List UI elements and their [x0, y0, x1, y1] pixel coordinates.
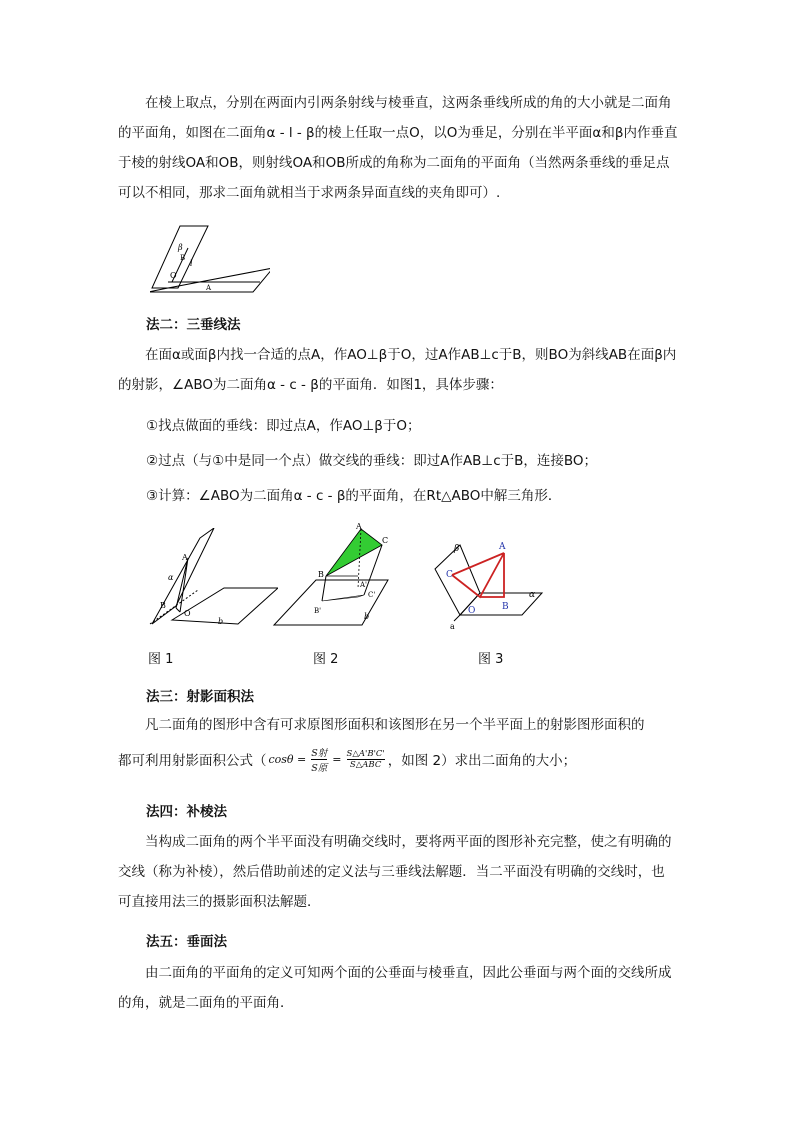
method3-text-2b: ，如图 2）求出二面角的大小；: [387, 753, 577, 769]
figure-2: [272, 523, 392, 628]
fig0-label-l: l: [190, 259, 193, 268]
fig2-label-b: B: [318, 570, 324, 579]
figure-3: [432, 535, 552, 630]
method2-title: 法二：三垂线法: [146, 317, 241, 333]
fig2-label-b-prime: B': [314, 607, 322, 615]
fig2-label-c-prime: C': [368, 591, 376, 599]
fig0-label-b: B: [180, 254, 186, 262]
fig1-label-plane-b: b: [218, 617, 224, 626]
fig1-label-b: B: [160, 601, 166, 610]
method5-title: 法五：垂面法: [146, 934, 227, 950]
fig1-label-a: A: [182, 553, 188, 562]
fig0-label-o: O: [170, 271, 177, 280]
method4-text: 当构成二面角的两个半平面没有明确交线时，要将两平面的图形补充完整，使之有明确的交线（称为补棱），然后借助前述的定义法与三垂线法解题．当二平面没有明确的交线时，也可直接用法三的摄影面积法解题．: [118, 834, 672, 910]
method3-paragraph: [118, 710, 678, 740]
method2-paragraph: [118, 340, 678, 400]
fig3-label-c: C: [446, 570, 453, 580]
method5-paragraph: [118, 958, 678, 1018]
method2-text: 在面α或面β内找一合适的点A，作AO⊥β于O，过A作AB⊥c于B，则BO为斜线AB在面β内的射影，∠ABO为二面角α - c - β的平面角．如图1，具体步骤：: [118, 347, 677, 393]
formula-fraction-1: [311, 745, 327, 774]
formula-cos: cosθ =: [268, 752, 307, 766]
figure-1: [148, 528, 278, 633]
fig0-label-beta: β: [178, 243, 183, 252]
fig3-label-a: A: [499, 542, 506, 552]
method4-paragraph: [118, 827, 678, 917]
intro-text: 在棱上取点，分别在两面内引两条射线与棱垂直，这两条垂线所成的角的大小就是二面角的平面角，如图在二面角α - l - β的棱上任取一点O，以O为垂足，分别在半平面α和β内作垂直于棱的射线OA和OB，则射线OA和OB所成的角称为二面角的平面角（当然两条垂线的垂足点可以不相同，那求二面角就相当于求两条异面直线的夹角即可）.: [118, 95, 678, 201]
caption-figure-1: 图 1: [148, 652, 174, 667]
formula-s-yuan: S原: [311, 762, 328, 774]
fig3-label-edge-a: a: [450, 622, 455, 630]
fig2-label-plane-b: b: [364, 612, 370, 621]
fig2-label-a-prime: A': [360, 581, 367, 589]
intro-paragraph: [118, 88, 678, 208]
fig3-label-alpha: α: [529, 590, 536, 600]
method3-text-1: 凡二面角的图形中含有可求原图形面积和该图形在另一个半平面上的射影图形面积的: [145, 717, 645, 733]
fig0-label-a: A: [206, 284, 212, 292]
fig3-label-b: B: [502, 602, 509, 612]
caption-figure-2: 图 2: [313, 652, 339, 667]
fig2-label-a: A: [356, 523, 362, 531]
method3-formula-line: 都可利用射影面积公式（ cosθ = S射 S原 = S△A'B'C' S△ABC ，如图 2）求出二面角的大小；: [118, 740, 576, 778]
fig1-label-o: O: [184, 609, 191, 618]
method4-title: 法四：补棱法: [146, 804, 227, 820]
formula-orig-area: S△ABC: [349, 759, 382, 770]
method5-text: 由二面角的平面角的定义可知两个面的公垂面与棱垂直，因此公垂面与两个面的交线所成的角，就是二面角的平面角．: [118, 965, 672, 1011]
method3-title: 法三：射影面积法: [146, 689, 254, 705]
method2-step1: ①找点做面的垂线：即过点A，作AO⊥β于O；: [146, 418, 421, 434]
formula-proj-area: S△A'B'C': [346, 748, 385, 759]
formula-fraction-2: [347, 749, 385, 770]
fig3-red-lines: [452, 553, 504, 597]
formula-s-she: S射: [311, 747, 328, 759]
figure-dihedral-definition: [150, 220, 270, 300]
method2-step2: ②过点（与①中是同一个点）做交线的垂线：即过A作AB⊥c于B，连接BO；: [146, 453, 598, 469]
fig2-label-c: C: [382, 536, 389, 545]
method3-text-2a: 都可利用射影面积公式（: [118, 753, 267, 769]
method2-step3: ③计算：∠ABO为二面角α - c - β的平面角，在Rt△ABO中解三角形．: [146, 488, 562, 504]
fig3-label-o: O: [468, 606, 476, 616]
caption-figure-3: 图 3: [478, 652, 504, 667]
fig1-label-alpha: α: [168, 573, 174, 582]
fig3-label-beta: β: [454, 544, 460, 554]
